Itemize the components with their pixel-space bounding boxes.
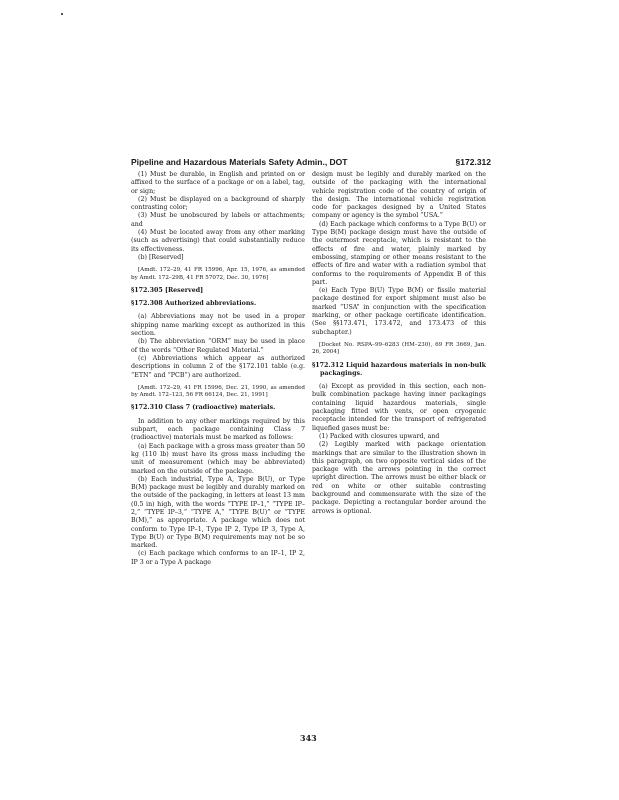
section-number: §172.312 [455,157,491,167]
paragraph: (3) Must be unobscured by labels or attachments; and [131,212,305,228]
paragraph: (a) Except as provided in this section, each non-bulk combination package having inner packagings containing liquid hazardous materials, single packaging fitted with vents, or open cryogenic receptacle intended for the transport of refrigerated liquefied gases must be: [312,383,486,432]
paragraph: (c) Each package which conforms to an IP–1, IP 2, IP 3 or a Type A package [131,550,305,566]
page-number: 343 [300,733,317,743]
paragraph: (b) [Reserved] [138,253,184,261]
paragraph: (b) The abbreviation “ORM” may be used in place of the words “Other Regulated Material.” [131,338,305,354]
source-note: [Docket No. RSPA–99–6283 (HM–230), 69 FR 3669, Jan. 26, 2004] [312,341,486,356]
paragraph: (2) Legibly marked with package orientation markings that are similar to the illustration shown in this paragraph, on two opposite vertical sides of the package with the arrows pointing in the correct upright direction. The arrows must be either black or red on white or other suitable contrasting background and commensurate with the size of the package. Depicting a rectangular border around the arrows is optional. [312,441,486,515]
scan-speck [61,13,63,15]
paragraph: (4) Must be located away from any other marking (such as advertising) that could substantially reduce its effectiveness. [131,229,305,253]
source-note: [Amdt. 172–29, 41 FR 15996, Dec. 21, 1990, as amended by Amdt. 172–123, 56 FR 66124, Dec. 21, 1991] [131,384,305,399]
paragraph: (b) Each industrial, Type A, Type B(U), or Type B(M) package must be legibly and durably marked on the outside of the packaging, in letters at least 13 mm (0.5 in) high, with the words “TYPE IP–1,” “TYPE IP–2,” “TYPE IP–3,” “TYPE A,” “TYPE B(U)” or “TYPE B(M),” as appropriate. A package which does not conform to Type IP–1, Type IP 2, Type IP 3, Type A, Type B(U) or Type B(M) requirements may not be so marked. [131,475,305,550]
paragraph: (e) Each Type B(U) Type B(M) or fissile material package destined for export shipment must also be marked “USA” in conjunction with the specification marking, or other package certificate identification. (See §§173.471, 173.472, and 173.473 of this subchapter.) [312,287,486,336]
paragraph: In addition to any other markings required by this subpart, each package containing Class 7 (radioactive) materials must be marked as follows: [131,417,305,442]
right-column [312,171,486,516]
paragraph: (1) Must be durable, in English and printed on or affixed to the surface of a package or on a label, tag, or sign; [131,171,305,195]
paragraph: (d) Each package which conforms to a Type B(U) or Type B(M) package design must have the outside of the outermost receptacle, which is resistant to the effects of fire and water, plainly marked by embossing, stamping or other means resistant to the effects of fire and water with a radiation symbol that conforms to the requirements of Appendix B of this part. [312,220,486,286]
paragraph: (a) Abbreviations may not be used in a proper shipping name marking except as authorized in this section. [131,313,305,338]
left-column [131,171,305,567]
running-header [131,157,491,169]
paragraph: (1) Packed with closures upward, and [319,432,440,440]
section-heading: §172.308 Authorized abbreviations. [131,300,257,308]
running-head: Pipeline and Hazardous Materials Safety Admin., DOT [131,157,348,167]
paragraph: design must be legibly and durably marked on the outside of the packaging with the international vehicle registration code of the country of origin of the design. The international vehicle registration code for packages designed by a United States company or agency is the symbol “USA.” [312,171,486,220]
paragraph: (2) Must be displayed on a background of sharply contrasting color; [131,195,305,212]
paragraph: (c) Abbreviations which appear as authorized descriptions in column 2 of the §172.101 table (e.g. “ETN” and “PCB”) are authorized. [131,354,305,379]
section-heading: §172.305 [Reserved] [131,286,204,294]
paragraph: (a) Each package with a gross mass greater than 50 kg (110 lb) must have its gross mass including the unit of measurement (which may be abbreviated) marked on the outside of the package. [131,442,305,475]
source-note: [Amdt. 172–29, 41 FR 15996, Apr. 15, 1976, as amended by Amdt. 172–29B, 41 FR 57072, Dec. 30, 1976] [131,267,305,281]
section-heading: §172.310 Class 7 (radioactive) materials. [131,404,276,412]
section-heading: §172.312 Liquid hazardous materials in non-bulk packagings. [312,361,486,377]
